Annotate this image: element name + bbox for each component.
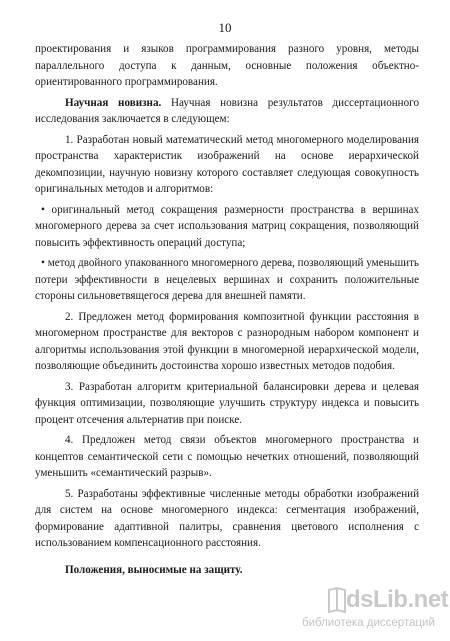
document-body — [35, 41, 419, 582]
watermark-subtitle: библиотека диссертаций — [302, 617, 435, 629]
paragraph-item-4: 4. Предложен метод связи объектов многомерного пространства и концептов семантической сети с помощью нечетких отношений, позволяющий уменьшить «семантический разрыв». — [35, 434, 419, 479]
bullet-item-2: • метод двойного упакованного многомерного дерева, позволяющий уменьшить потери эффективности в нецелевых вершинах и сохранить положительные стороны сильноветвящегося дерева для внешней памяти. — [35, 257, 419, 302]
paragraph-novelty-intro — [35, 95, 419, 128]
page-number: 10 — [218, 20, 232, 35]
paragraph-continuation: проектирования и языков программирования разного уровня, методы параллельного доступа к данным, основные положения объектно-ориентированного программирования. — [35, 43, 419, 88]
watermark-logo: dsLib.net — [346, 586, 449, 613]
bullet-item-1: • оригинальный метод сокращения размерности пространства в вершинах многомерного дерева за счет использования матриц сокращения, позволяющий повысить эффективность операций доступа; — [35, 203, 419, 249]
paragraph-item-2: 2. Предложен метод формирования композитной функции расстояния в многомерном пространстве для векторов с разнородным набором компонент и алгоритмы использования этой функции в многомерной иерархической модели, позволяющие объединить достоинства хорошо известных методов подобия. — [35, 310, 419, 372]
book-icon — [326, 586, 348, 616]
defense-provisions-heading: Положения, выносимые на защиту. — [65, 563, 243, 576]
paragraph-item-3: 3. Разработан алгоритм критериальной балансировки дерева и целевая функция оптимизации, позволяющие улучшить структуру индекса и повысить процент отсечения альтернатив при поиске. — [35, 380, 419, 426]
novelty-intro-text: Научная новизна результатов диссертационного исследования заключается в следующем: — [35, 96, 419, 125]
paragraph-item-1: 1. Разработан новый математический метод многомерного моделирования пространства характеристик изображений на основе иерархической декомпозиции, научную новизну которого составляет следующая совокупность оригинальных методов и алгоритмов: — [35, 133, 419, 195]
paragraph-item-5: 5. Разработаны эффективные численные методы обработки изображений для систем на основе многомерного индекса: сегментация изображений, формирование адаптивной палитры, сравнения цветового исполнения с использованием компенсационного расстояния. — [35, 487, 419, 549]
novelty-heading: Научная новизна. — [65, 96, 162, 109]
watermark — [296, 584, 449, 636]
